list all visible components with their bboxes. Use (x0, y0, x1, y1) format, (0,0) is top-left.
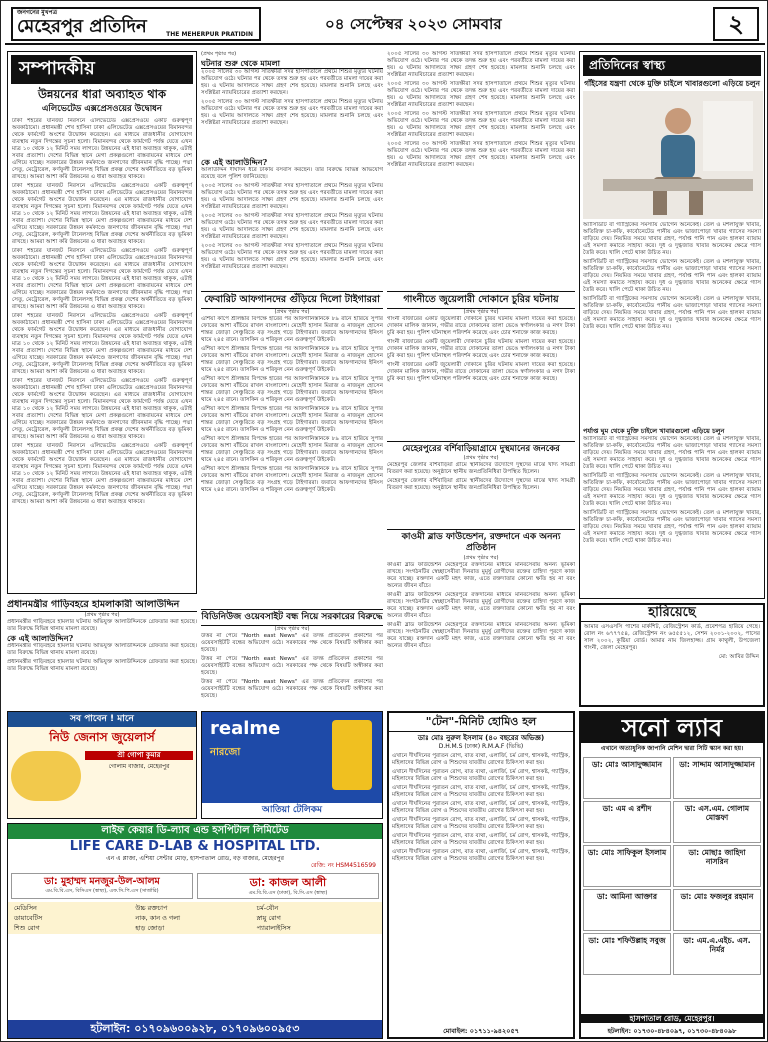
story-ganim-title: গাংনীতে জুয়েলারী দোকানে চুরির ঘটনায় (387, 291, 575, 309)
lifecare-doctor-2 (197, 873, 379, 899)
ad-homeo (387, 711, 575, 1039)
story-meherpur-body: মেহেরপুর জেলার বর্শিবাড়িয়া গ্রামে স্থানীয়দের উদ্যোগে দুস্থদের মাঝে খাদ্য সামগ্রী বিতরণ করা হয়েছে। অনুষ্ঠানে স্থানীয় জনপ্রতিনিধিরা উপস্থিত ছিলেন। মেহেরপুর জেলার বর্শিবাড়িয়া গ্রামে স্থানীয়দের উদ্যোগে দুস্থদের মাঝে খাদ্য সামগ্রী বিতরণ করা হয়েছে। অনুষ্ঠানে স্থানীয় জনপ্রতিনিধিরা উপস্থিত ছিলেন। (387, 461, 575, 491)
ad-homeo-deg: D.H.M.S (ঢাকা) R.M.A.F (ভিভি) (438, 742, 524, 750)
ad-sono-tagline: এখানে অত্যাধুনিক জাপানি মেশিন দ্বারা সিটি স্ক্যান করা হয়। (600, 745, 744, 752)
story-pm-sub: কে এই আলাউদ্দিন? (7, 632, 74, 643)
sono-doctor-card: ডা: সাদ্দাম আসাদুজ্জামান (673, 757, 761, 799)
story-bdnews (201, 609, 383, 707)
issue-date: ০৪ সেপ্টেম্বর ২০২৩ সোমবার (325, 15, 502, 33)
story-ghatona-sub: কে এই আলাউদ্দিন? (201, 157, 268, 167)
story-pm (7, 599, 197, 707)
ad-homeo-doctor: ডাঃ মোঃ নুরুল ইসলাম (৪০ বছরের অভিজ্ঞ) (417, 733, 545, 742)
ad-lifecare-doc1-deg: এম.বি.বি.এস, বিসিএস (স্বাস্থ্য), এফ.সি.পি.এস (সার্জারি) (45, 887, 159, 894)
ad-realme (201, 711, 383, 819)
service-item: হাড় জোড়া (135, 924, 165, 932)
editorial-headline: উন্নয়নের ধারা অব্যাহত থাক (37, 86, 167, 101)
story-ghatona-sub-body: আলাউদ্দিন দীর্ঘদিন ধরে ঢাকায় বসবাস করছেন। তার বিরুদ্ধে বিভিন্ন অভিযোগ রয়েছে বলে পুলিশ জানিয়েছে। ২০০৫ সালের ৩০ আগস্ট সাতক্ষীরা সদর হাসপাতালে প্রথমে শিশুর মৃত্যুর ঘটনায় অভিযোগ ওঠে। ঘটনার পর থেকে তদন্ত শুরু হয় এবং পরবর্তীতে মামলা দায়ের করা হয়। এ ঘটনায় আদালতে সাক্ষ্য গ্রহণ শেষ হয়েছে। মামলার শুনানি চলছে এবং সংশ্লিষ্টরা ন্যায়বিচারের প্রত্যাশা করছেন। ২০০৫ সালের ৩০ আগস্ট সাতক্ষীরা সদর হাসপাতালে প্রথমে শিশুর মৃত্যুর ঘটনায় অভিযোগ ওঠে। ঘটনার পর থেকে তদন্ত শুরু হয় এবং পরবর্তীতে মামলা দায়ের করা হয়। এ ঘটনায় আদালতে সাক্ষ্য গ্রহণ শেষ হয়েছে। মামলার শুনানি চলছে এবং সংশ্লিষ্টরা ন্যায়বিচারের প্রত্যাশা করছেন। ২০০৫ সালের ৩০ আগস্ট সাতক্ষীরা সদর হাসপাতালে প্রথমে শিশুর মৃত্যুর ঘটনায় অভিযোগ ওঠে। ঘটনার পর থেকে তদন্ত শুরু হয় এবং পরবর্তীতে মামলা দায়ের করা হয়। এ ঘটনায় আদালতে সাক্ষ্য গ্রহণ শেষ হয়েছে। মামলার শুনানি চলছে এবং সংশ্লিষ্টরা ন্যায়বিচারের প্রত্যাশা করছেন। (201, 167, 383, 270)
ad-lifecare-doc1: ডা: মুহাম্মদ মনজুর-উল-আলম (44, 875, 160, 887)
story-continued-body: ২০০৫ সালের ৩০ আগস্ট সাতক্ষীরা সদর হাসপাতালে প্রথমে শিশুর মৃত্যুর ঘটনায় অভিযোগ ওঠে। ঘটনার পর থেকে তদন্ত শুরু হয় এবং পরবর্তীতে মামলা দায়ের করা হয়। এ ঘটনায় আদালতে সাক্ষ্য গ্রহণ শেষ হয়েছে। মামলার শুনানি চলছে এবং সংশ্লিষ্টরা ন্যায়বিচারের প্রত্যাশা করছেন। ২০০৫ সালের ৩০ আগস্ট সাতক্ষীরা সদর হাসপাতালে প্রথমে শিশুর মৃত্যুর ঘটনায় অভিযোগ ওঠে। ঘটনার পর থেকে তদন্ত শুরু হয় এবং পরবর্তীতে মামলা দায়ের করা হয়। এ ঘটনায় আদালতে সাক্ষ্য গ্রহণ শেষ হয়েছে। মামলার শুনানি চলছে এবং সংশ্লিষ্টরা ন্যায়বিচারের প্রত্যাশা করছেন। ২০০৫ সালের ৩০ আগস্ট সাতক্ষীরা সদর হাসপাতালে প্রথমে শিশুর মৃত্যুর ঘটনায় অভিযোগ ওঠে। ঘটনার পর থেকে তদন্ত শুরু হয় এবং পরবর্তীতে মামলা দায়ের করা হয়। এ ঘটনায় আদালতে সাক্ষ্য গ্রহণ শেষ হয়েছে। মামলার শুনানি চলছে এবং সংশ্লিষ্টরা ন্যায়বিচারের প্রত্যাশা করছেন। ২০০৫ সালের ৩০ আগস্ট সাতক্ষীরা সদর হাসপাতালে প্রথমে শিশুর মৃত্যুর ঘটনায় অভিযোগ ওঠে। ঘটনার পর থেকে তদন্ত শুরু হয় এবং পরবর্তীতে মামলা দায়ের করা হয়। এ ঘটনায় আদালতে সাক্ষ্য গ্রহণ শেষ হয়েছে। মামলার শুনানি চলছে এবং সংশ্লিষ্টরা ন্যায়বিচারের প্রত্যাশা করছেন। (387, 51, 575, 168)
story-bdnews-title: বিডিনিউজ ওয়েবসাইট বন্ধ নিয়ে সরকারের বিরুদ্ধে (201, 609, 383, 626)
man-holding-stomach-image (583, 91, 763, 219)
story-pm-body: প্রধানমন্ত্রীর গাড়িবহরে হামলার ঘটনায় অভিযুক্ত আলাউদ্দিনকে গ্রেফতার করা হয়েছে। তার বিরুদ্ধে বিভিন্ন থানায় মামলা রয়েছে। (7, 618, 197, 632)
ad-jewellers-address: গোলাম বাজার, মেহেরপুর (108, 763, 170, 770)
health-photo (583, 91, 761, 219)
service-item: প্যারালাইসিস (256, 924, 291, 932)
ad-jewellers-name: নিউ জেনাস জুয়েলার্স (49, 730, 155, 745)
service-item: চর্ম-যৌন (256, 903, 279, 912)
lifecare-doctor-1 (11, 873, 193, 899)
story-kowmi (387, 529, 575, 706)
sono-doctor-card: ডা: মোছাঃ জাহিদা নাসরিন (673, 845, 761, 887)
story-bdnews-body: উত্তর না পেয়ে "North east News" এর তদন্ত প্রতিবেদন প্রকাশের পর ওয়েবসাইটটি বন্ধের অভিযোগ ওঠে। সরকারের পক্ষ থেকে বিষয়টি অস্বীকার করা হয়েছে। উত্তর না পেয়ে "North east News" এর তদন্ত প্রতিবেদন প্রকাশের পর ওয়েবসাইটটি বন্ধের অভিযোগ ওঠে। সরকারের পক্ষ থেকে বিষয়টি অস্বীকার করা হয়েছে। উত্তর না পেয়ে "North east News" এর তদন্ত প্রতিবেদন প্রকাশের পর ওয়েবসাইটটি বন্ধের অভিযোগ ওঠে। সরকারের পক্ষ থেকে বিষয়টি অস্বীকার করা হয়েছে। (201, 633, 383, 700)
story-afghan-title: ফেবারিট আফগানদের গুঁড়িয়ে দিলো টাইগাররা (201, 291, 383, 309)
ad-lifecare-reg: রেজি: নং HSM4516599 (310, 862, 376, 870)
story-kowmi-title: কাওমী ব্লাড ফাউন্ডেশন, রক্তদানে এক অনন্য প্রতিষ্ঠান (387, 529, 575, 555)
ad-homeo-phone: মোবাইল: ০১৭১১-৯৪২০৫৭ (443, 1026, 519, 1035)
service-item: মেডিসিন (14, 903, 37, 912)
center-right-column (387, 51, 575, 291)
sono-doctor-card: ডা: এম এ রশীদ (583, 801, 671, 843)
story-meherpur-title: মেহেরপুরের বর্শিবাড়িয়াগ্রামে দুস্থমানের জনকের (387, 441, 575, 455)
story-kowmi-kicker: (প্রথম পৃষ্ঠার পর) (463, 554, 499, 561)
service-item: উচ্চ রক্তচাপ (135, 903, 168, 912)
ad-realme-model: নারজো (210, 746, 241, 758)
ad-sono-title: সনো ল্যাব (581, 713, 763, 743)
ad-sono (579, 711, 765, 1039)
masthead (11, 7, 261, 41)
editorial-body: ঢাকা শহরের যানজট নিরসনে এলিভেটেড এক্সপ্রেসওয়ে একটি গুরুত্বপূর্ণ অবকাঠামো। প্রধানমন্ত্রী শেখ হাসিনা ঢাকা এলিভেটেড এক্সপ্রেসওয়ের বিমানবন্দর থেকে ফার্মগেট অংশের উদ্বোধন করেছেন। এর মাধ্যমে রাজধানীর যোগাযোগ ব্যবস্থায় নতুন দিগন্তের সূচনা হলো। বিমানবন্দর থেকে ফার্মগেট পর্যন্ত যেতে এখন মাত্র ১০ থেকে ১২ মিনিট সময় লাগবে। উন্নয়নের এই ধারা অব্যাহত থাকুক, এটাই সবার প্রত্যাশা। দেশের বিভিন্ন স্থানে মেগা প্রকল্পগুলো বাস্তবায়নের মাধ্যমে দেশ এগিয়ে যাচ্ছে। সরকারের উন্নয়ন কর্মকাণ্ডে জনগণের জীবনমান বৃদ্ধি পাচ্ছে। পদ্মা সেতু, মেট্রোরেল, কর্ণফুলী টানেলসহ বিভিন্ন প্রকল্প দেশের অর্থনীতিতে বড় ভূমিকা রাখছে। আমরা আশা করি উন্নয়নের এ ধারা অব্যাহত থাকবে। ঢাকা শহরের যানজট নিরসনে এলিভেটেড এক্সপ্রেসওয়ে একটি গুরুত্বপূর্ণ অবকাঠামো। প্রধানমন্ত্রী শেখ হাসিনা ঢাকা এলিভেটেড এক্সপ্রেসওয়ের বিমানবন্দর থেকে ফার্মগেট অংশের উদ্বোধন করেছেন। এর মাধ্যমে রাজধানীর যোগাযোগ ব্যবস্থায় নতুন দিগন্তের সূচনা হলো। বিমানবন্দর থেকে ফার্মগেট পর্যন্ত যেতে এখন মাত্র ১০ থেকে ১২ মিনিট সময় লাগবে। উন্নয়নের এই ধারা অব্যাহত থাকুক, এটাই সবার প্রত্যাশা। দেশের বিভিন্ন স্থানে মেগা প্রকল্পগুলো বাস্তবায়নের মাধ্যমে দেশ এগিয়ে যাচ্ছে। সরকারের উন্নয়ন কর্মকাণ্ডে জনগণের জীবনমান বৃদ্ধি পাচ্ছে। পদ্মা সেতু, মেট্রোরেল, কর্ণফুলী টানেলসহ বিভিন্ন প্রকল্প দেশের অর্থনীতিতে বড় ভূমিকা রাখছে। আমরা আশা করি উন্নয়নের এ ধারা অব্যাহত থাকবে। ঢাকা শহরের যানজট নিরসনে এলিভেটেড এক্সপ্রেসওয়ে একটি গুরুত্বপূর্ণ অবকাঠামো। প্রধানমন্ত্রী শেখ হাসিনা ঢাকা এলিভেটেড এক্সপ্রেসওয়ের বিমানবন্দর থেকে ফার্মগেট অংশের উদ্বোধন করেছেন। এর মাধ্যমে রাজধানীর যোগাযোগ ব্যবস্থায় নতুন দিগন্তের সূচনা হলো। বিমানবন্দর থেকে ফার্মগেট পর্যন্ত যেতে এখন মাত্র ১০ থেকে ১২ মিনিট সময় লাগবে। উন্নয়নের এই ধারা অব্যাহত থাকুক, এটাই সবার প্রত্যাশা। দেশের বিভিন্ন স্থানে মেগা প্রকল্পগুলো বাস্তবায়নের মাধ্যমে দেশ এগিয়ে যাচ্ছে। সরকারের উন্নয়ন কর্মকাণ্ডে জনগণের জীবনমান বৃদ্ধি পাচ্ছে। পদ্মা সেতু, মেট্রোরেল, কর্ণফুলী টানেলসহ বিভিন্ন প্রকল্প দেশের অর্থনীতিতে বড় ভূমিকা রাখছে। আমরা আশা করি উন্নয়নের এ ধারা অব্যাহত থাকবে। ঢাকা শহরের যানজট নিরসনে এলিভেটেড এক্সপ্রেসওয়ে একটি গুরুত্বপূর্ণ অবকাঠামো। প্রধানমন্ত্রী শেখ হাসিনা ঢাকা এলিভেটেড এক্সপ্রেসওয়ের বিমানবন্দর থেকে ফার্মগেট অংশের উদ্বোধন করেছেন। এর মাধ্যমে রাজধানীর যোগাযোগ ব্যবস্থায় নতুন দিগন্তের সূচনা হলো। বিমানবন্দর থেকে ফার্মগেট পর্যন্ত যেতে এখন মাত্র ১০ থেকে ১২ মিনিট সময় লাগবে। উন্নয়নের এই ধারা অব্যাহত থাকুক, এটাই সবার প্রত্যাশা। দেশের বিভিন্ন স্থানে মেগা প্রকল্পগুলো বাস্তবায়নের মাধ্যমে দেশ এগিয়ে যাচ্ছে। সরকারের উন্নয়ন কর্মকাণ্ডে জনগণের জীবনমান বৃদ্ধি পাচ্ছে। পদ্মা সেতু, মেট্রোরেল, কর্ণফুলী টানেলসহ বিভিন্ন প্রকল্প দেশের অর্থনীতিতে বড় ভূমিকা রাখছে। আমরা আশা করি উন্নয়নের এ ধারা অব্যাহত থাকবে। ঢাকা শহরের যানজট নিরসনে এলিভেটেড এক্সপ্রেসওয়ে একটি গুরুত্বপূর্ণ অবকাঠামো। প্রধানমন্ত্রী শেখ হাসিনা ঢাকা এলিভেটেড এক্সপ্রেসওয়ের বিমানবন্দর থেকে ফার্মগেট অংশের উদ্বোধন করেছেন। এর মাধ্যমে রাজধানীর যোগাযোগ ব্যবস্থায় নতুন দিগন্তের সূচনা হলো। বিমানবন্দর থেকে ফার্মগেট পর্যন্ত যেতে এখন মাত্র ১০ থেকে ১২ মিনিট সময় লাগবে। উন্নয়নের এই ধারা অব্যাহত থাকুক, এটাই সবার প্রত্যাশা। দেশের বিভিন্ন স্থানে মেগা প্রকল্পগুলো বাস্তবায়নের মাধ্যমে দেশ এগিয়ে যাচ্ছে। সরকারের উন্নয়ন কর্মকাণ্ডে জনগণের জীবনমান বৃদ্ধি পাচ্ছে। পদ্মা সেতু, মেট্রোরেল, কর্ণফুলী টানেলসহ বিভিন্ন প্রকল্প দেশের অর্থনীতিতে বড় ভূমিকা রাখছে। আমরা আশা করি উন্নয়নের এ ধারা অব্যাহত থাকবে। ঢাকা শহরের যানজট নিরসনে এলিভেটেড এক্সপ্রেসওয়ে একটি গুরুত্বপূর্ণ অবকাঠামো। প্রধানমন্ত্রী শেখ হাসিনা ঢাকা এলিভেটেড এক্সপ্রেসওয়ের বিমানবন্দর থেকে ফার্মগেট অংশের উদ্বোধন করেছেন। এর মাধ্যমে রাজধানীর যোগাযোগ ব্যবস্থায় নতুন দিগন্তের সূচনা হলো। বিমানবন্দর থেকে ফার্মগেট পর্যন্ত যেতে এখন মাত্র ১০ থেকে ১২ মিনিট সময় লাগবে। উন্নয়নের এই ধারা অব্যাহত থাকুক, এটাই সবার প্রত্যাশা। দেশের বিভিন্ন স্থানে মেগা প্রকল্পগুলো বাস্তবায়নের মাধ্যমে দেশ এগিয়ে যাচ্ছে। সরকারের উন্নয়ন কর্মকাণ্ডে জনগণের জীবনমান বৃদ্ধি পাচ্ছে। পদ্মা সেতু, মেট্রোরেল, কর্ণফুলী টানেলসহ বিভিন্ন প্রকল্প দেশের অর্থনীতিতে বড় ভূমিকা রাখছে। আমরা আশা করি উন্নয়নের এ ধারা অব্যাহত থাকবে। (12, 117, 192, 505)
editorial-column (7, 51, 197, 594)
masthead-title: মেহেরপুর প্রতিদিন (17, 15, 147, 37)
ad-jewellers (7, 711, 197, 819)
ad-lifecare-title: লাইফ কেয়ার ডি-ল্যাব এন্ড হসপিটাল লিমিটেড (8, 824, 382, 839)
sono-doctor-card: ডা: আমিনা আক্তার (583, 889, 671, 931)
ad-lifecare-hotline: হটলাইন: ০১৭০৯৬০০৯২৮, ০১৭০৯৬০০৯৫৩ (8, 1020, 382, 1038)
health-headline: গাঁইসের যন্ত্রণা থেকে মুক্তি চাইলে খাবারগুলো এড়িয়ে চলুন (584, 79, 760, 88)
ad-jewellers-owner: শ্রী গোপা কুমার (85, 751, 193, 760)
story-pm-headline: প্রধানমন্ত্রীর গাড়িবহরে হামলাকারী আলাউদ্দিন (7, 599, 197, 612)
health-column (579, 51, 765, 599)
story-ghatona-body: ২০০৫ সালের ৩০ আগস্ট সাতক্ষীরা সদর হাসপাতালে প্রথমে শিশুর মৃত্যুর ঘটনায় অভিযোগ ওঠে। ঘটনার পর থেকে তদন্ত শুরু হয় এবং পরবর্তীতে মামলা দায়ের করা হয়। এ ঘটনায় আদালতে সাক্ষ্য গ্রহণ শেষ হয়েছে। মামলার শুনানি চলছে এবং সংশ্লিষ্টরা ন্যায়বিচারের প্রত্যাশা করছেন। ২০০৫ সালের ৩০ আগস্ট সাতক্ষীরা সদর হাসপাতালে প্রথমে শিশুর মৃত্যুর ঘটনায় অভিযোগ ওঠে। ঘটনার পর থেকে তদন্ত শুরু হয় এবং পরবর্তীতে মামলা দায়ের করা হয়। এ ঘটনায় আদালতে সাক্ষ্য গ্রহণ শেষ হয়েছে। মামলার শুনানি চলছে এবং সংশ্লিষ্টরা ন্যায়বিচারের প্রত্যাশা করছেন। (201, 69, 383, 126)
sono-doctor-card: ডা: এম.এ.এইচ. এস. নির্মর (673, 933, 761, 975)
ad-realme-brand: realme (210, 718, 281, 739)
health-body: অ্যাসিডিটি বা গ্যাস্ট্রিকের সমস্যায় ভোগেন অনেকেই। তেল ও মশলাযুক্ত খাবার, অতিরিক্ত চা-কফি, কার্বোনেটেড পানীয় এবং ভাজাপোড়া খাবার গ্যাসের সমস্যা বাড়িয়ে দেয়। নিয়মিত সময়ে খাবার গ্রহণ, পর্যাপ্ত পানি পান এবং হালকা ব্যায়াম এই সমস্যা কমাতে সাহায্য করে। দুধ ও দুগ্ধজাত খাবার অনেকের ক্ষেত্রে গ্যাস তৈরি করে। খালি পেটে থাকা উচিত নয়। অ্যাসিডিটি বা গ্যাস্ট্রিকের সমস্যায় ভোগেন অনেকেই। তেল ও মশলাযুক্ত খাবার, অতিরিক্ত চা-কফি, কার্বোনেটেড পানীয় এবং ভাজাপোড়া খাবার গ্যাসের সমস্যা বাড়িয়ে দেয়। নিয়মিত সময়ে খাবার গ্রহণ, পর্যাপ্ত পানি পান এবং হালকা ব্যায়াম এই সমস্যা কমাতে সাহায্য করে। দুধ ও দুগ্ধজাত খাবার অনেকের ক্ষেত্রে গ্যাস তৈরি করে। খালি পেটে থাকা উচিত নয়। অ্যাসিডিটি বা গ্যাস্ট্রিকের সমস্যায় ভোগেন অনেকেই। তেল ও মশলাযুক্ত খাবার, অতিরিক্ত চা-কফি, কার্বোনেটেড পানীয় এবং ভাজাপোড়া খাবার গ্যাসের সমস্যা বাড়িয়ে দেয়। নিয়মিত সময়ে খাবার গ্রহণ, পর্যাপ্ত পানি পান এবং হালকা ব্যায়াম এই সমস্যা কমাতে সাহায্য করে। দুধ ও দুগ্ধজাত খাবার অনেকের ক্ষেত্রে গ্যাস তৈরি করে। খালি পেটে থাকা উচিত নয়। (583, 222, 761, 331)
story-ganim (387, 291, 575, 439)
ad-sono-hotline: হটলাইন: ০১৭৩০-৪৮৪০৯৭, ০১৭৩০-৪৮৪০৯৮ (607, 1026, 737, 1035)
story-afghan-kicker: (প্রথম পৃষ্ঠার পর) (274, 308, 310, 315)
sono-doctor-card: ডা: এস.এম. গোলাম মোস্তফা (673, 801, 761, 843)
ad-homeo-title: "টেন"-মিনিট হোমিও হল (389, 713, 573, 732)
page-number: ২ (713, 7, 759, 41)
service-item: শিশু রোগ (14, 924, 40, 932)
ad-jewellers-top: সব পাবেন ! মানে (8, 712, 196, 727)
ad-sono-address: হাসপাতাল রোড, মেহেরপুর। (581, 1014, 763, 1023)
ad-homeo-body: এখানে দীর্ঘদিনের পুরাতন রোগ, বাত ব্যথা, এলার্জি, চর্ম রোগ, শ্বাসকষ্ট, গ্যাস্ট্রিক, মহিলাদের বিভিন্ন রোগ ও শিশুদের যাবতীয় রোগের চিকিৎসা করা হয়। এখানে দীর্ঘদিনের পুরাতন রোগ, বাত ব্যথা, এলার্জি, চর্ম রোগ, শ্বাসকষ্ট, গ্যাস্ট্রিক, মহিলাদের বিভিন্ন রোগ ও শিশুদের যাবতীয় রোগের চিকিৎসা করা হয়। এখানে দীর্ঘদিনের পুরাতন রোগ, বাত ব্যথা, এলার্জি, চর্ম রোগ, শ্বাসকষ্ট, গ্যাস্ট্রিক, মহিলাদের বিভিন্ন রোগ ও শিশুদের যাবতীয় রোগের চিকিৎসা করা হয়। এখানে দীর্ঘদিনের পুরাতন রোগ, বাত ব্যথা, এলার্জি, চর্ম রোগ, শ্বাসকষ্ট, গ্যাস্ট্রিক, মহিলাদের বিভিন্ন রোগ ও শিশুদের যাবতীয় রোগের চিকিৎসা করা হয়। এখানে দীর্ঘদিনের পুরাতন রোগ, বাত ব্যথা, এলার্জি, চর্ম রোগ, শ্বাসকষ্ট, গ্যাস্ট্রিক, মহিলাদের বিভিন্ন রোগ ও শিশুদের যাবতীয় রোগের চিকিৎসা করা হয়। এখানে দীর্ঘদিনের পুরাতন রোগ, বাত ব্যথা, এলার্জি, চর্ম রোগ, শ্বাসকষ্ট, গ্যাস্ট্রিক, মহিলাদের বিভিন্ন রোগ ও শিশুদের যাবতীয় রোগের চিকিৎসা করা হয়। এখানে দীর্ঘদিনের পুরাতন রোগ, বাত ব্যথা, এলার্জি, চর্ম রোগ, শ্বাসকষ্ট, গ্যাস্ট্রিক, মহিলাদের বিভিন্ন রোগ ও শিশুদের যাবতীয় রোগের চিকিৎসা করা হয়। (392, 753, 570, 862)
story-meherpur-kicker: (প্রথম পৃষ্ঠার পর) (463, 454, 499, 461)
sono-doctor-card: ডা: মোঃ আসাদুজ্জামান (583, 757, 671, 799)
ad-lifecare-services (8, 902, 382, 934)
ad-realme-shop: আতিয়া টেলিকম (202, 803, 382, 818)
lost-body: আমার এসএসসি পাশের মার্কশিট, রেজিস্ট্রেশন কার্ড, প্রবেশপত্র হারিয়ে গেছে। রোল নং ৬৭৭৭৫৪, রেজিস্ট্রেশন নং ৬৫৫৫১২, সেশন ২০০১-২০০২, পাসের সাল ২০০২, কুষ্টিয়া বোর্ড। আমার নাম জিলহাজ্জ। গ্রাম কাথুলী, উপজেলা গাংনী, জেলা মেহেরপুর। (584, 624, 760, 652)
ad-sono-doctor-grid (581, 755, 763, 977)
editorial-subhead: এলিভেটেড এক্সপ্রেসওয়ের উদ্বোধন (41, 103, 163, 114)
ad-lifecare-doc2-deg: এম.বি.বি.এস (ঢাকা), বি.সি.এস (স্বাস্থ্য) (248, 889, 328, 896)
lost-signer: মো: আবির উদ্দিন (718, 654, 759, 661)
ad-lifecare-doc2: ডা: কাজল আলী (249, 875, 327, 889)
lost-label: হারিয়েছে (581, 605, 763, 622)
sono-doctor-card: ডা: মোঃ সাফিকুল ইসলাম (583, 845, 671, 887)
story-ganim-kicker: (প্রথম পৃষ্ঠার পর) (463, 308, 499, 315)
health-sub-body: অ্যাসিডিটি বা গ্যাস্ট্রিকের সমস্যায় ভোগেন অনেকেই। তেল ও মশলাযুক্ত খাবার, অতিরিক্ত চা-কফি, কার্বোনেটেড পানীয় এবং ভাজাপোড়া খাবার গ্যাসের সমস্যা বাড়িয়ে দেয়। নিয়মিত সময়ে খাবার গ্রহণ, পর্যাপ্ত পানি পান এবং হালকা ব্যায়াম এই সমস্যা কমাতে সাহায্য করে। দুধ ও দুগ্ধজাত খাবার অনেকের ক্ষেত্রে গ্যাস তৈরি করে। খালি পেটে থাকা উচিত নয়। অ্যাসিডিটি বা গ্যাস্ট্রিকের সমস্যায় ভোগেন অনেকেই। তেল ও মশলাযুক্ত খাবার, অতিরিক্ত চা-কফি, কার্বোনেটেড পানীয় এবং ভাজাপোড়া খাবার গ্যাসের সমস্যা বাড়িয়ে দেয়। নিয়মিত সময়ে খাবার গ্রহণ, পর্যাপ্ত পানি পান এবং হালকা ব্যায়াম এই সমস্যা কমাতে সাহায্য করে। দুধ ও দুগ্ধজাত খাবার অনেকের ক্ষেত্রে গ্যাস তৈরি করে। খালি পেটে থাকা উচিত নয়। অ্যাসিডিটি বা গ্যাস্ট্রিকের সমস্যায় ভোগেন অনেকেই। তেল ও মশলাযুক্ত খাবার, অতিরিক্ত চা-কফি, কার্বোনেটেড পানীয় এবং ভাজাপোড়া খাবার গ্যাসের সমস্যা বাড়িয়ে দেয়। নিয়মিত সময়ে খাবার গ্রহণ, পর্যাপ্ত পানি পান এবং হালকা ব্যায়াম এই সমস্যা কমাতে সাহায্য করে। দুধ ও দুগ্ধজাত খাবার অনেকের ক্ষেত্রে গ্যাস তৈরি করে। খালি পেটে থাকা উচিত নয়। (583, 435, 761, 544)
ad-lifecare-title-en: LIFE CARE D-LAB & HOSPITAL LTD. (69, 838, 321, 854)
service-item: স্নায়ু রোগ (256, 913, 281, 922)
story-meherpur (387, 441, 575, 527)
story-kowmi-body: কাওমী ব্লাড ফাউন্ডেশন মেহেরপুরে রক্তদানের মাধ্যমে মানবসেবায় অনন্য ভূমিকা রাখছে। সংগঠনটির স্বেচ্ছাসেবীরা দিনরাত মুমূর্ষু রোগীদের রক্তের চাহিদা পূরণে কাজ করে যাচ্ছে। রক্তদান একটি মহৎ কাজ, এতে রক্তদাতার কোনো ক্ষতি হয় না বরং অন্যের জীবন বাঁচে। কাওমী ব্লাড ফাউন্ডেশন মেহেরপুরে রক্তদানের মাধ্যমে মানবসেবায় অনন্য ভূমিকা রাখছে। সংগঠনটির স্বেচ্ছাসেবীরা দিনরাত মুমূর্ষু রোগীদের রক্তের চাহিদা পূরণে কাজ করে যাচ্ছে। রক্তদান একটি মহৎ কাজ, এতে রক্তদাতার কোনো ক্ষতি হয় না বরং অন্যের জীবন বাঁচে। কাওমী ব্লাড ফাউন্ডেশন মেহেরপুরে রক্তদানের মাধ্যমে মানবসেবায় অনন্য ভূমিকা রাখছে। সংগঠনটির স্বেচ্ছাসেবীরা দিনরাত মুমূর্ষু রোগীদের রক্তের চাহিদা পূরণে কাজ করে যাচ্ছে। রক্তদান একটি মহৎ কাজ, এতে রক্তদাতার কোনো ক্ষতি হয় না বরং অন্যের জীবন বাঁচে। (387, 561, 575, 649)
service-item: নাক, কান ও গলা (135, 913, 180, 922)
story-pm-sub-body: প্রধানমন্ত্রীর গাড়িবহরে হামলার ঘটনায় অভিযুক্ত আলাউদ্দিনকে গ্রেফতার করা হয়েছে। তার বিরুদ্ধে বিভিন্ন থানায় মামলা রয়েছে। প্রধানমন্ত্রীর গাড়িবহরে হামলার ঘটনায় অভিযুক্ত আলাউদ্দিনকে গ্রেফতার করা হয়েছে। তার বিরুদ্ধে বিভিন্ন থানায় মামলা রয়েছে। (7, 642, 197, 672)
ad-lifecare (7, 823, 383, 1039)
page-header (5, 5, 765, 45)
service-item: ডায়াবেটিস (14, 913, 43, 922)
lost-notice (579, 603, 765, 707)
masthead-title-en: THE MEHERPUR PRATIDIN (166, 30, 253, 38)
story-ghatona-kicker: (প্রথম পৃষ্ঠার পর) (201, 51, 237, 57)
sono-doctor-card: ডা: মোঃ ফজলুর রহমান (673, 889, 761, 931)
ad-lifecare-address: এন এ প্লাজা, এশিয়া সেন্টার মোড়, হাসপাতাল রোড, বড় বাজার, মেহেরপুর (106, 854, 284, 862)
sono-doctor-card: ডা: মোঃ শফিউল্লাহ সবুজ (583, 933, 671, 975)
story-bdnews-kicker: (প্রথম পৃষ্ঠার পর) (274, 626, 310, 633)
jewelry-icon (11, 751, 81, 801)
masthead-tagline: জনগনের মুখপত্র (17, 9, 58, 16)
story-ganim-body: গাংনী বাজারের একটি জুয়েলারী দোকানে চুরির ঘটনায় মামলা দায়ের করা হয়েছে। দোকান মালিক জানান, গভীর রাতে দোকানের তালা ভেঙে স্বর্ণালংকার ও নগদ টাকা চুরি করা হয়। পুলিশ ঘটনাস্থল পরিদর্শন করেছে এবং চোর শনাক্তে কাজ করছে। গাংনী বাজারের একটি জুয়েলারী দোকানে চুরির ঘটনায় মামলা দায়ের করা হয়েছে। দোকান মালিক জানান, গভীর রাতে দোকানের তালা ভেঙে স্বর্ণালংকার ও নগদ টাকা চুরি করা হয়। পুলিশ ঘটনাস্থল পরিদর্শন করেছে এবং চোর শনাক্তে কাজ করছে। গাংনী বাজারের একটি জুয়েলারী দোকানে চুরির ঘটনায় মামলা দায়ের করা হয়েছে। দোকান মালিক জানান, গভীর রাতে দোকানের তালা ভেঙে স্বর্ণালংকার ও নগদ টাকা চুরি করা হয়। পুলিশ ঘটনাস্থল পরিদর্শন করেছে এবং চোর শনাক্তে কাজ করছে। (387, 315, 575, 382)
phone-icon (332, 720, 372, 790)
story-afghan-body: এশিয়া কাপে শ্রীলঙ্কার বিপক্ষে হারের পর আফগানিস্তানকে ৮৯ রানে হারিয়ে সুপার ফোরের আশা বাঁচিয়ে রাখল বাংলাদেশ। মেহেদী হাসান মিরাজ ও নাজমুল হোসেন শান্তর জোড়া সেঞ্চুরিতে বড় সংগ্রহ গড়ে টাইগাররা। জবাবে আফগানদের ইনিংস থামে ২৪৫ রানে। তাসকিন ও শরিফুল নেন গুরুত্বপূর্ণ উইকেট। এশিয়া কাপে শ্রীলঙ্কার বিপক্ষে হারের পর আফগানিস্তানকে ৮৯ রানে হারিয়ে সুপার ফোরের আশা বাঁচিয়ে রাখল বাংলাদেশ। মেহেদী হাসান মিরাজ ও নাজমুল হোসেন শান্তর জোড়া সেঞ্চুরিতে বড় সংগ্রহ গড়ে টাইগাররা। জবাবে আফগানদের ইনিংস থামে ২৪৫ রানে। তাসকিন ও শরিফুল নেন গুরুত্বপূর্ণ উইকেট। এশিয়া কাপে শ্রীলঙ্কার বিপক্ষে হারের পর আফগানিস্তানকে ৮৯ রানে হারিয়ে সুপার ফোরের আশা বাঁচিয়ে রাখল বাংলাদেশ। মেহেদী হাসান মিরাজ ও নাজমুল হোসেন শান্তর জোড়া সেঞ্চুরিতে বড় সংগ্রহ গড়ে টাইগাররা। জবাবে আফগানদের ইনিংস থামে ২৪৫ রানে। তাসকিন ও শরিফুল নেন গুরুত্বপূর্ণ উইকেট। এশিয়া কাপে শ্রীলঙ্কার বিপক্ষে হারের পর আফগানিস্তানকে ৮৯ রানে হারিয়ে সুপার ফোরের আশা বাঁচিয়ে রাখল বাংলাদেশ। মেহেদী হাসান মিরাজ ও নাজমুল হোসেন শান্তর জোড়া সেঞ্চুরিতে বড় সংগ্রহ গড়ে টাইগাররা। জবাবে আফগানদের ইনিংস থামে ২৪৫ রানে। তাসকিন ও শরিফুল নেন গুরুত্বপূর্ণ উইকেট। এশিয়া কাপে শ্রীলঙ্কার বিপক্ষে হারের পর আফগানিস্তানকে ৮৯ রানে হারিয়ে সুপার ফোরের আশা বাঁচিয়ে রাখল বাংলাদেশ। মেহেদী হাসান মিরাজ ও নাজমুল হোসেন শান্তর জোড়া সেঞ্চুরিতে বড় সংগ্রহ গড়ে টাইগাররা। জবাবে আফগানদের ইনিংস থামে ২৪৫ রানে। তাসকিন ও শরিফুল নেন গুরুত্বপূর্ণ উইকেট। এশিয়া কাপে শ্রীলঙ্কার বিপক্ষে হারের পর আফগানিস্তানকে ৮৯ রানে হারিয়ে সুপার ফোরের আশা বাঁচিয়ে রাখল বাংলাদেশ। মেহেদী হাসান মিরাজ ও নাজমুল হোসেন শান্তর জোড়া সেঞ্চুরিতে বড় সংগ্রহ গড়ে টাইগাররা। জবাবে আফগানদের ইনিংস থামে ২৪৫ রানে। তাসকিন ও শরিফুল নেন গুরুত্বপূর্ণ উইকেট। (201, 315, 383, 493)
health-sub: পর্যাপ্ত ঘুম থেকে মুক্তি চাইলে খাবারগুলো এড়িয়ে চলুন (583, 427, 725, 436)
editorial-label: সম্পাদকীয় (11, 55, 193, 84)
story-ghatona-title: ঘটনার শুরু থেকে মামলা (201, 58, 383, 69)
story-afghan (201, 291, 383, 606)
story-pm-kicker: (প্রথম পৃষ্ঠার পর) (84, 611, 120, 618)
health-label: প্রতিদিনের স্বাস্থ্য (583, 55, 761, 76)
